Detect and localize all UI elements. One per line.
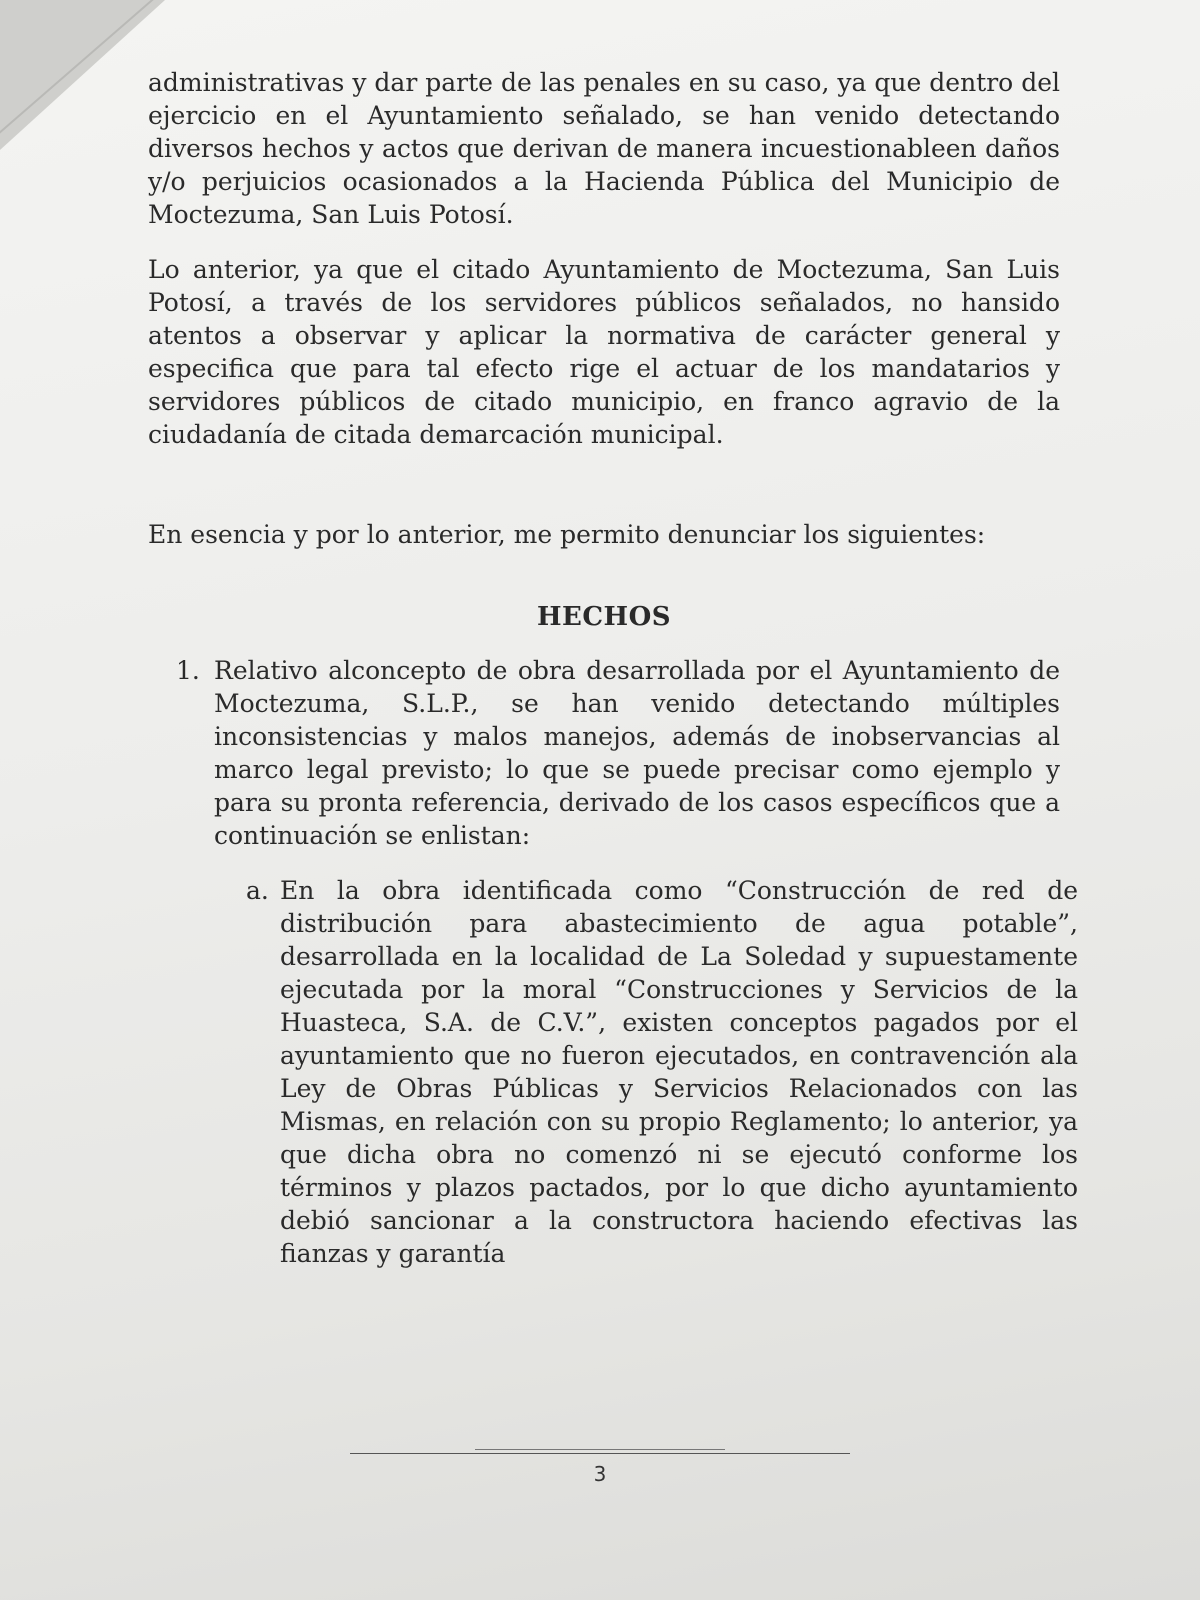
list-marker-1: 1. bbox=[176, 656, 200, 685]
sub-item-a-text: En la obra identificada como “Construcción de red de distribución para abastecimiento de agua potable”, desarrollada en la localidad de La Soledad y supuestamente ejecutada por la moral “Construcciones y Servicios de la Huasteca, S.A. de C.V.”, existen conceptos pagados por el ayuntamiento que no fueron ejecutados, en contravención ala Ley de Obras Públicas y Servicios Relacionados con las Mismas, en relación con su propio Reglamento; lo anterior, ya que dicha obra no comenzó ni se ejecutó conforme los términos y plazos pactados, por lo que dicho ayuntamiento debió sancionar a la constructora haciendo efectivas las fianzas y garantía bbox=[280, 876, 1078, 1268]
footer-rule-short bbox=[475, 1449, 725, 1450]
sub-item-marker-a: a. bbox=[246, 876, 269, 905]
page-number: 3 bbox=[593, 1462, 607, 1486]
folded-corner bbox=[0, 0, 165, 150]
document-body bbox=[148, 66, 1078, 1270]
section-heading: HECHOS bbox=[536, 602, 672, 632]
paragraph-1: administrativas y dar parte de las penales en su caso, ya que dentro del ejercicio en el Ayuntamiento señalado, se han venido detectando diversos hechos y actos que derivan de manera incuestionableen daños y/o perjuicios ocasionados a la Hacienda Pública del Municipio de Moctezuma, San Luis Potosí. bbox=[148, 68, 1060, 229]
paragraph-3: En esencia y por lo anterior, me permito denunciar los siguientes: bbox=[148, 520, 986, 549]
paragraph-2: Lo anterior, ya que el citado Ayuntamiento de Moctezuma, San Luis Potosí, a través de los servidores públicos señalados, no hansido atentos a observar y aplicar la normativa de carácter general y especifica que para tal efecto rige el actuar de los mandatarios y servidores públicos de citado municipio, en franco agravio de la ciudadanía de citada demarcación municipal. bbox=[148, 255, 1060, 449]
list-item-1-text: Relativo alconcepto de obra desarrollada por el Ayuntamiento de Moctezuma, S.L.P., se han venido detectando múltiples inconsistencias y malos manejos, además de inobservancias al marco legal previsto; lo que se puede precisar como ejemplo y para su pronta referencia, derivado de los casos específicos que a continuación se enlistan: bbox=[214, 656, 1060, 850]
footer-rule bbox=[350, 1453, 850, 1454]
sub-item-a bbox=[148, 874, 1078, 1270]
list-item-1 bbox=[148, 654, 1060, 852]
